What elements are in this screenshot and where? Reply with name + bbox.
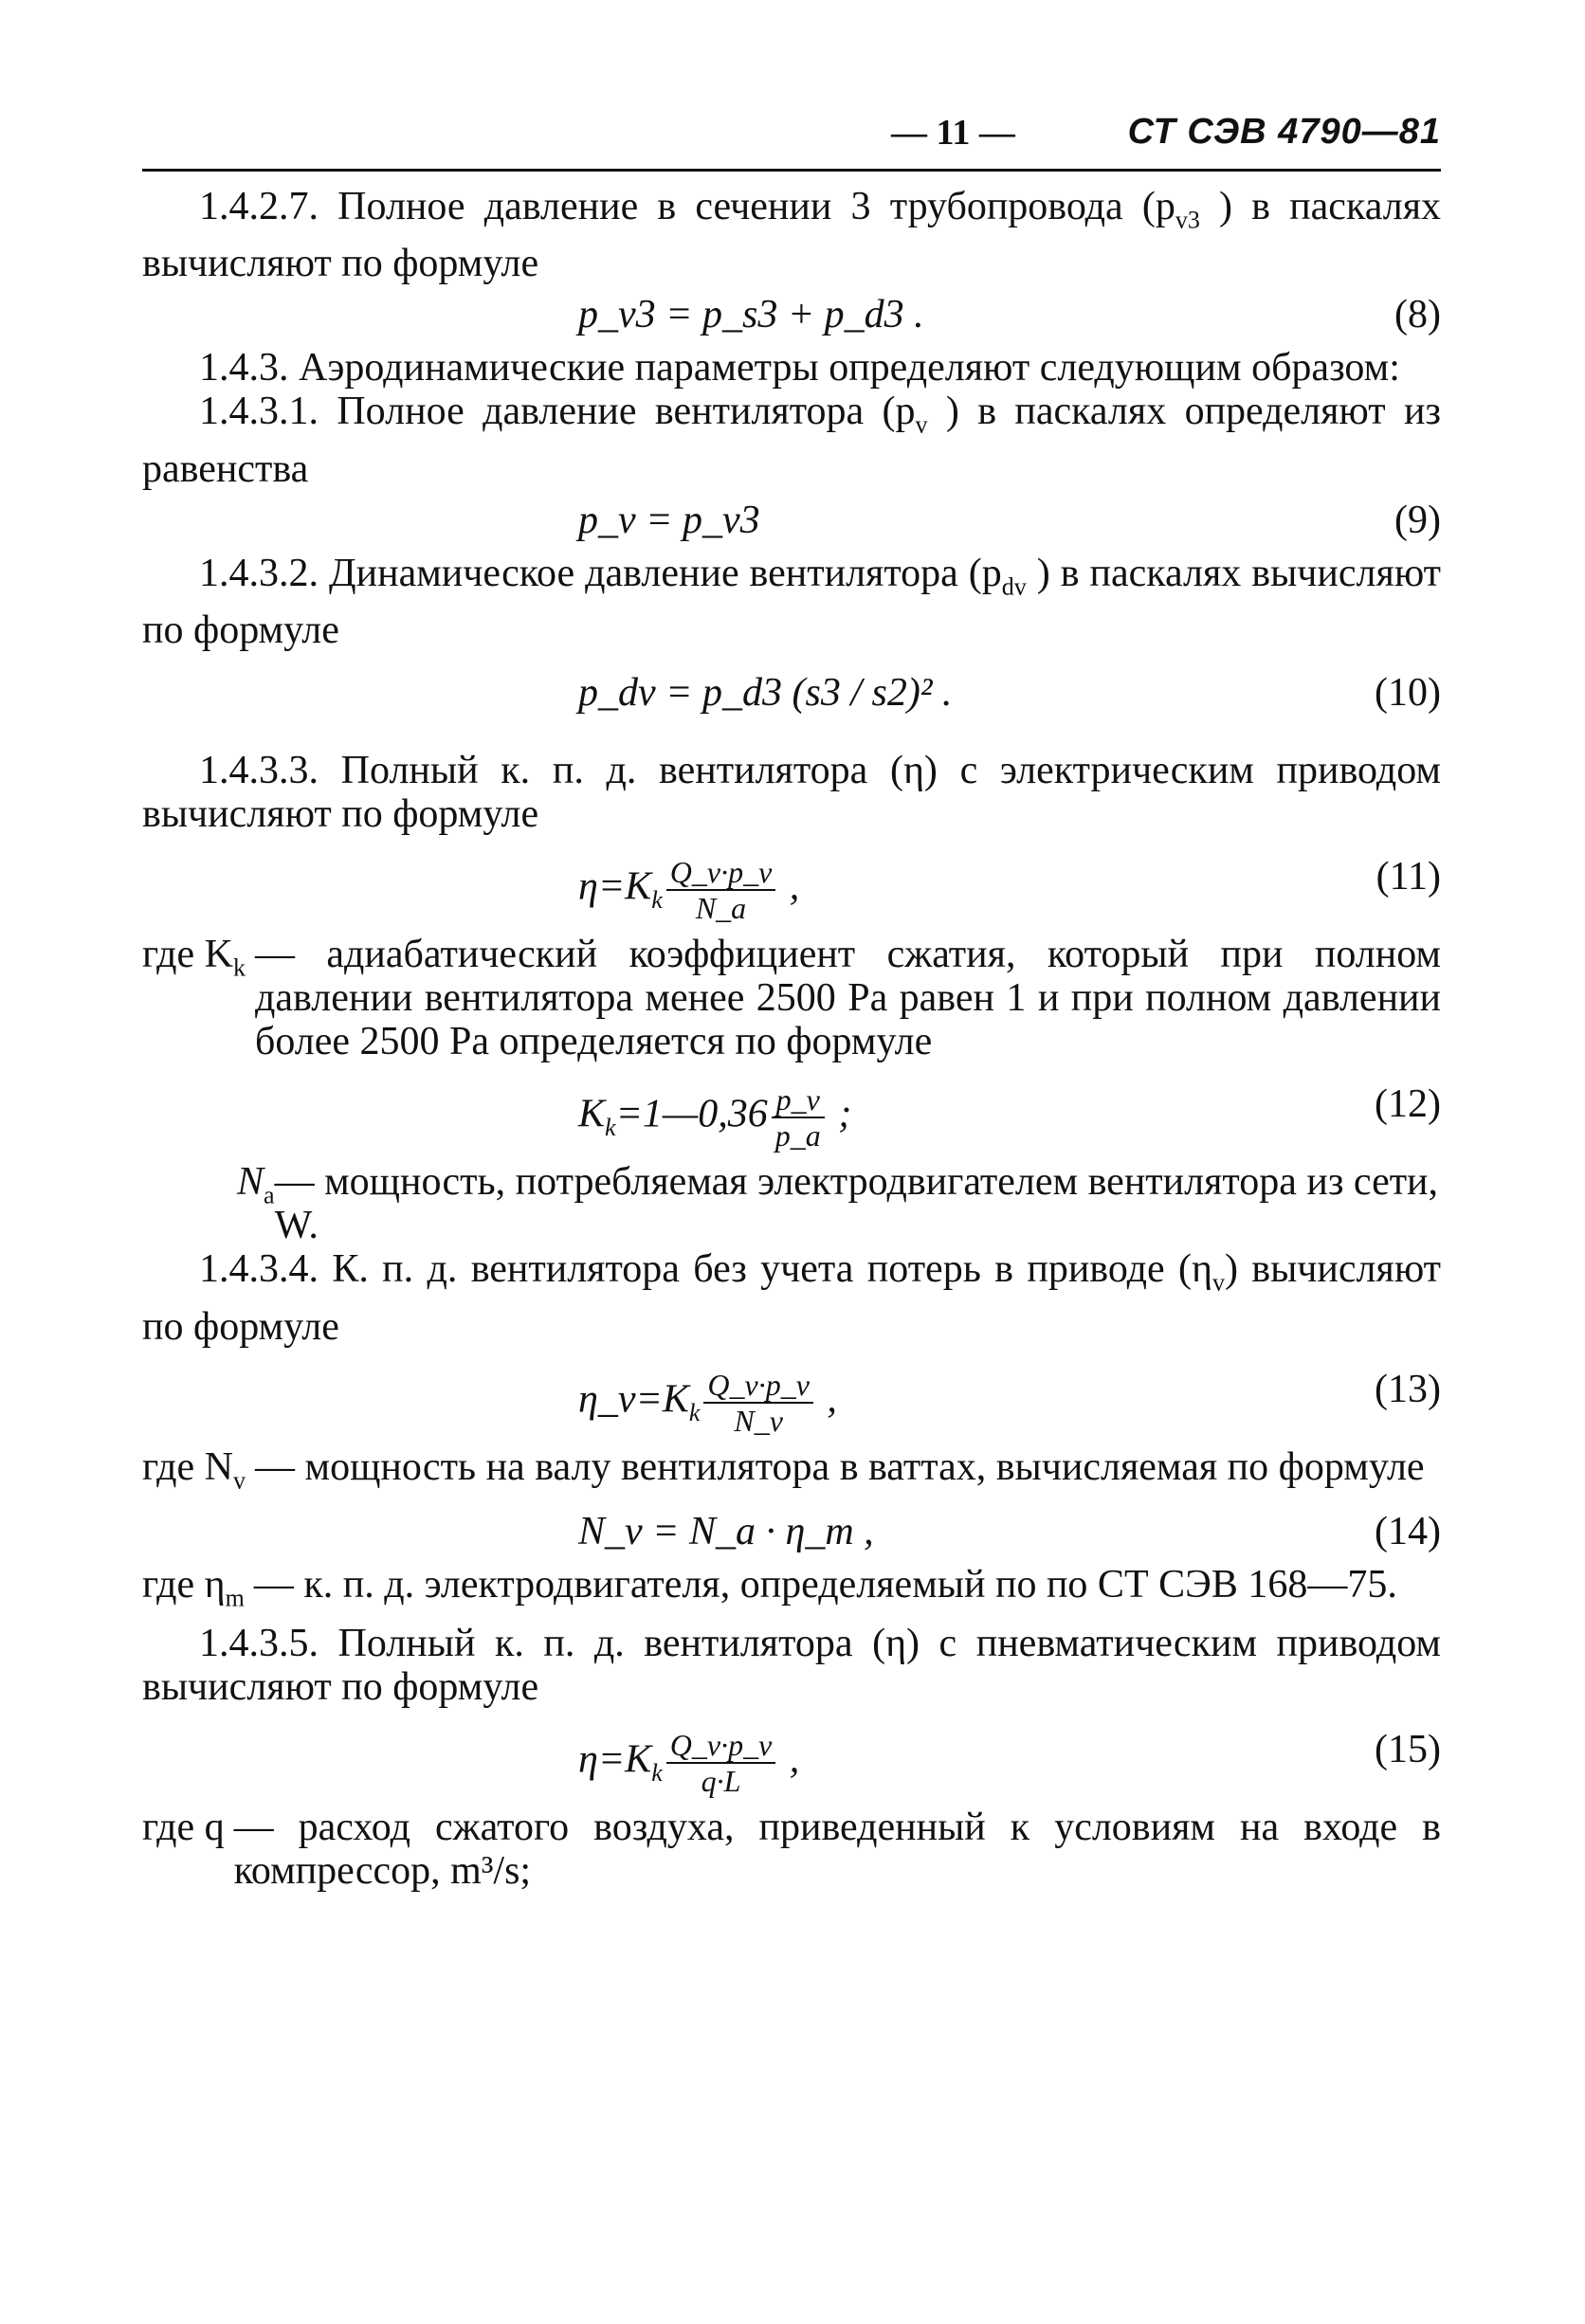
formula-14-number: (14) xyxy=(1375,1509,1441,1553)
definition-eta-m: где $\eta_m$ — к. п. д. электродвигателя, определяемый по по СТ СЭВ 168—75. xyxy=(142,1562,1397,1612)
formula-11 xyxy=(142,840,1441,931)
formula-15-number: (15) xyxy=(1375,1728,1441,1772)
paragraph-1-4-3-4: 1.4.3.4. К. п. д. вентилятора без учета потерь в приводе $(\eta_v)$ вычисляют по формуле xyxy=(142,1247,1442,1349)
formula-12-expr: $K_k=1—0,36$ $\frac{p\_v}{p\_a}$ ; xyxy=(578,1082,852,1153)
document-body xyxy=(142,185,1441,1895)
paragraph-1-4-3-3: 1.4.3.3. Полный к. п. д. вентилятора (η) с электрическим приводом вычисляют по формуле xyxy=(142,749,1441,837)
formula-9-expr: p_v = p_v3 xyxy=(578,498,760,542)
formula-12-number: (12) xyxy=(1375,1082,1441,1127)
formula-8-number: (8) xyxy=(1394,293,1441,337)
formula-14 xyxy=(142,1506,1441,1561)
formula-13-expr: $\eta\_v=K_k$ $\frac{Q\_v\cdot p\_v}{N\_v}$ , xyxy=(578,1367,837,1438)
header-rule xyxy=(142,169,1441,172)
formula-15-expr: $\eta=K_k$ $\frac{Q\_v\cdot p\_v}{q\cdot L}$ , xyxy=(578,1728,800,1799)
paragraph-1-4-3-1: 1.4.3.1. Полное давление вентилятора ($p_v$ ) в паскалях определяют из равенства xyxy=(142,390,1442,491)
definition-nv: где $N_v$ — мощность на валу вентилятора в ваттах, вычисляемая по формуле xyxy=(142,1444,1425,1494)
definition-na: $N_a$ — мощность, потребляемая электродвигателем вентилятора из сети, W. xyxy=(237,1160,1439,1248)
formula-11-number: (11) xyxy=(1375,855,1441,899)
formula-10 xyxy=(142,656,1441,747)
formula-15 xyxy=(142,1713,1441,1804)
formula-8 xyxy=(142,289,1441,344)
page-number: — 11 — xyxy=(891,113,1015,153)
formula-14-expr: N_v = N_a · η_m , xyxy=(578,1509,874,1553)
page-header xyxy=(142,112,1441,169)
formula-10-number: (10) xyxy=(1375,671,1441,716)
formula-9 xyxy=(142,495,1441,550)
formula-13-number: (13) xyxy=(1375,1367,1441,1411)
formula-12 xyxy=(142,1067,1441,1158)
paragraph-1-4-3-2: 1.4.3.2. Динамическое давление вентилятора ($p_{dv}$ ) в паскалях вычисляют по формуле xyxy=(142,551,1442,653)
standard-code: СТ СЭВ 4790—81 xyxy=(1127,112,1441,152)
formula-13 xyxy=(142,1353,1441,1443)
paragraph-1-4-2-7: 1.4.2.7. Полное давление в сечении 3 трубопровода ($p_{v3}$ ) в паскалях вычисляют по формуле xyxy=(142,185,1442,286)
definition-q: где q — расход сжатого воздуха, приведенный к условиям на входе в компрессор, m³/s; xyxy=(142,1806,1441,1894)
paragraph-1-4-3: 1.4.3. Аэродинамические параметры определяют следующим образом: xyxy=(199,346,1400,390)
formula-9-number: (9) xyxy=(1394,498,1441,542)
formula-8-expr: p_v3 = p_s3 + p_d3 . xyxy=(578,293,924,337)
formula-11-expr: $\eta=K_k$ $\frac{Q\_v\cdot p\_v}{N\_a}$ , xyxy=(578,855,800,926)
formula-10-expr: p_dv = p_d3 (s3 / s2)² . xyxy=(578,671,953,716)
paragraph-1-4-3-5: 1.4.3.5. Полный к. п. д. вентилятора (η) с пневматическим приводом вычисляют по формуле xyxy=(142,1622,1441,1710)
definition-kk: где $K_k$ — адиабатический коэффициент сжатия, который при полном давлении вентилятора менее 2500 Pa равен 1 и при полном давлении более 2500 Pa определяется по формуле xyxy=(142,933,1441,1064)
